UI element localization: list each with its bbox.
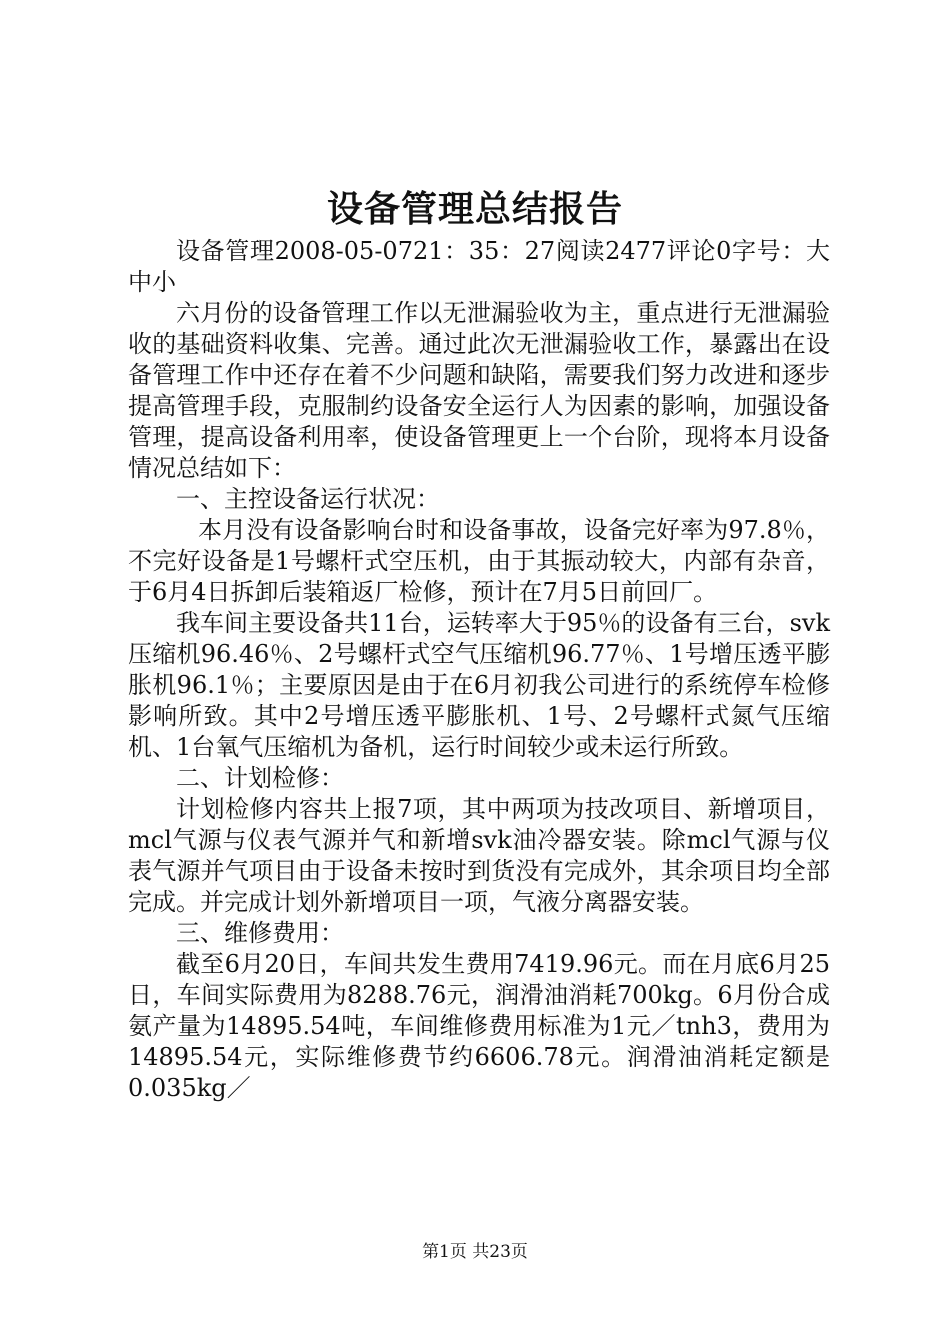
maintenance-plan-paragraph: 计划检修内容共上报7项，其中两项为技改项目、新增项目，mcl气源与仪表气源并气和新增svk油冷器安装。除mcl气源与仪表气源并气项目由于设备未按时到货没有完成外，其余项目均全部完成。并完成计划外新增项目一项，气液分离器安装。	[128, 795, 830, 916]
section-heading-1: 一、主控设备运行状况：	[176, 485, 440, 513]
cost-paragraph: 截至6月20日，车间共发生费用7419.96元。而在月底6月25日，车间实际费用为8288.76元，润滑油消耗700kg。6月份合成氨产量为14895.54吨，车间维修费用标准为1元／tnh3，费用为14895.54元，实际维修费节约6606.78元。润滑油消耗定额是0.035kg／	[128, 950, 830, 1102]
page-title: 设备管理总结报告	[326, 188, 623, 230]
intro-paragraph: 六月份的设备管理工作以无泄漏验收为主，重点进行无泄漏验收的基础资料收集、完善。通过此次无泄漏验收工作，暴露出在设备管理工作中还存在着不少问题和缺陷，需要我们努力改进和逐步提高管理手段，克服制约设备安全运行人为因素的影响，加强设备管理，提高设备利用率，使设备管理更上一个台阶，现将本月设备情况总结如下：	[128, 299, 830, 482]
meta-line: 设备管理2008-05-0721：35：27阅读2477评论0字号：大中小	[128, 237, 830, 296]
page-number: 第1页 共23页	[422, 1242, 528, 1262]
equipment-rate-paragraph: 我车间主要设备共11台，运转率大于95％的设备有三台，svk压缩机96.46％、2号螺杆式空气压缩机96.77％、1号增压透平膨胀机96.1％；主要原因是由于在6月初我公司进行的系统停车检修影响所致。其中2号增压透平膨胀机、1号、2号螺杆式氮气压缩机、1台氧气压缩机为备机，运行时间较少或未运行所致。	[128, 609, 830, 761]
section-heading-3: 三、维修费用：	[176, 919, 344, 947]
document-body	[128, 236, 830, 1104]
section-heading-2: 二、计划检修：	[176, 764, 344, 792]
equipment-status-paragraph: 本月没有设备影响台时和设备事故，设备完好率为97.8％，不完好设备是1号螺杆式空压机，由于其振动较大，内部有杂音，于6月4日拆卸后装箱返厂检修，预计在7月5日前回厂。	[128, 516, 830, 606]
